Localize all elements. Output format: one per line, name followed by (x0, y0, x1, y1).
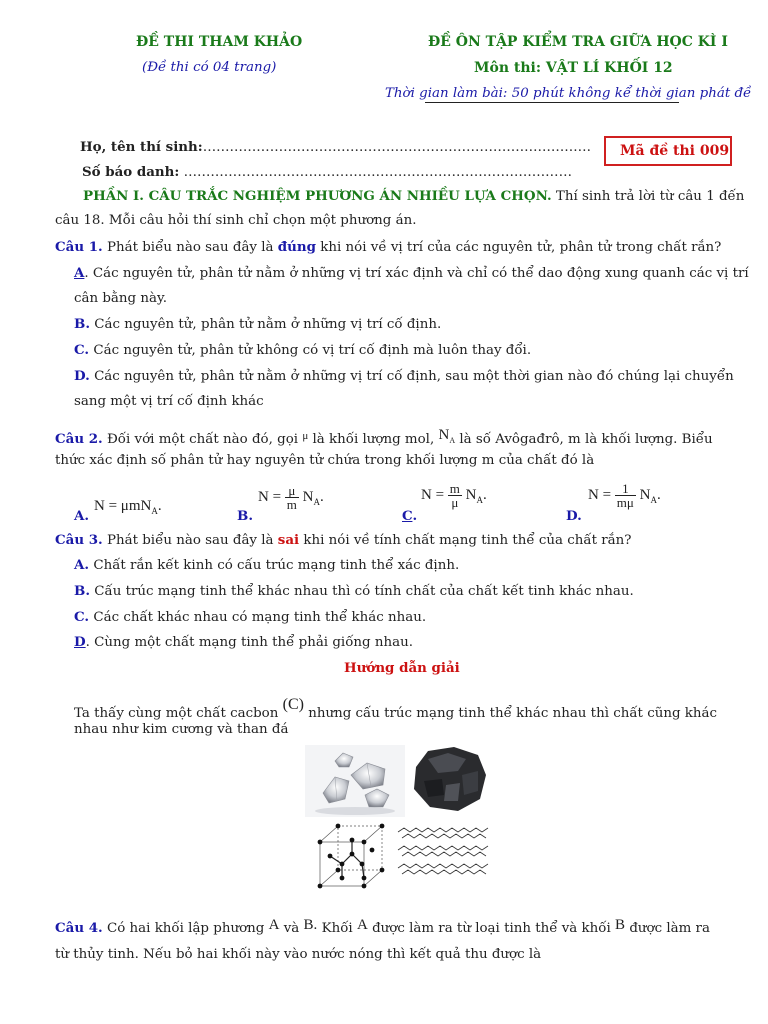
q2-d-den: mμ (616, 495, 634, 510)
q1-option-d-cont: sang một vị trí cố định khác (74, 394, 264, 409)
q1-label: Câu 1. (55, 239, 103, 255)
solution-line1-b: nhưng cấu trúc mạng tinh thể khác nhau thì chất cũng khác (308, 706, 717, 721)
diamond-photo (305, 745, 405, 817)
q2-d-dot: . (656, 486, 661, 503)
q1-option-b (74, 316, 441, 332)
q2-d-fraction (615, 482, 636, 509)
candidate-name-label: Họ, tên thí sinh: (80, 139, 203, 155)
q1-option-b-label: B. (74, 316, 90, 332)
q3-keyword: sai (277, 532, 300, 548)
q2-stem-line2: thức xác định số phân tử hay nguyên tử chứa trong khối lượng m của chất đó là (55, 453, 595, 468)
q2-a-dot: . (157, 498, 162, 514)
q1-keyword: đúng (277, 239, 316, 255)
q3-option-d (74, 634, 413, 650)
exam-code: Mã đề thi 009 (620, 143, 730, 159)
q2-a-formula-text: N = μmN (94, 498, 152, 514)
q1-text-b: khi nói về vị trí của các nguyên tử, phân tử trong chất rắn? (320, 240, 722, 255)
part1-instr-2: câu 18. Mỗi câu hỏi thí sinh chỉ chọn một phương án. (55, 213, 417, 228)
q2-na-n: N (438, 427, 450, 443)
q3-option-d-label: D (74, 634, 86, 650)
header-time: Thời gian làm bài: 50 phút không kể thời gian phát đề (385, 86, 752, 101)
q2-a-sub: A (151, 506, 158, 516)
q2-option-c-dot: . (412, 508, 418, 524)
q1-option-a (74, 265, 749, 281)
q2-c-lhs: N = (421, 486, 445, 503)
solution-carbon-symbol: (C) (282, 696, 304, 713)
q3-option-a-label: A. (74, 557, 90, 573)
q2-d-rhs: N (639, 486, 651, 503)
solution-title: Hướng dẫn giải (344, 660, 460, 676)
header-left-subtitle: (Đề thi có 04 trang) (142, 60, 277, 75)
q2-option-d-label: D. (566, 508, 582, 524)
q4-text-a: Có hai khối lập phương (106, 921, 265, 936)
q2-c-num: m (449, 481, 460, 496)
q2-option-c-label-wrap (402, 508, 417, 524)
q2-c-dot: . (483, 486, 487, 503)
q3-text-b: khi nói về tính chất mạng tinh thể của chất rắn? (303, 533, 632, 548)
q2-d-lhs: N = (588, 486, 612, 503)
q3-option-c-label: C. (74, 609, 90, 625)
candidate-name-dots: …………………………………………………………………………… (202, 140, 592, 155)
q2-option-b-formula (258, 484, 324, 511)
coal-photo (408, 745, 490, 815)
part1-title-row (83, 188, 744, 204)
diamond-lattice-diagram (312, 820, 390, 890)
q2-b-lhs: N = (258, 488, 282, 505)
q4-cube-a: A (268, 917, 280, 933)
header-left-title: ĐỀ THI THAM KHẢO (136, 34, 303, 50)
q4-cube-b: B. (303, 917, 318, 933)
candidate-name-row (80, 139, 591, 155)
q2-stem (55, 427, 713, 447)
q4-cube-a2: A (356, 917, 368, 933)
q2-c-rhs: N (465, 486, 477, 503)
q4-stem (55, 917, 710, 936)
candidate-id-row (82, 164, 572, 180)
q2-text-a: Đối với một chất nào đó, gọi (106, 432, 299, 447)
q4-text-b: được làm ra từ loại tinh thể và khối (372, 921, 611, 936)
solution-line2: nhau như kim cương và than đá (74, 722, 289, 737)
q2-d-num: 1 (615, 482, 636, 496)
q2-b-dot: . (320, 488, 324, 505)
q1-option-b-text: Các nguyên tử, phân tử nằm ở những vị trí cố định. (94, 317, 442, 332)
q1-stem (55, 239, 721, 255)
q1-option-a-cont: cân bằng này. (74, 291, 168, 306)
q2-option-d-formula (588, 482, 661, 509)
candidate-id-dots: …………………………………………………………………………… (183, 165, 572, 180)
q2-label: Câu 2. (55, 431, 103, 447)
q2-option-c-label: C (402, 508, 413, 524)
q1-option-d-label: D. (74, 368, 90, 384)
q3-option-a-text: Chất rắn kết kinh có cấu trúc mạng tinh thể xác định. (93, 558, 460, 573)
header-subject: Môn thi: VẬT LÍ KHỐI 12 (474, 60, 673, 76)
header-right-title: ĐỀ ÔN TẬP KIỂM TRA GIỮA HỌC KÌ I (428, 34, 728, 50)
graphite-lattice-diagram (396, 822, 492, 884)
solution-line1-a: Ta thấy cùng một chất cacbon (74, 706, 279, 721)
q2-option-a-formula (94, 498, 162, 516)
q1-option-a-text: . Các nguyên tử, phân tử nằm ở những vị trí xác định và chỉ có thể dao động xung quanh các vị trí (84, 266, 749, 281)
q2-b-den: m (286, 497, 297, 512)
q3-option-c (74, 609, 426, 625)
q1-text-a: Phát biểu nào sau đây là (106, 240, 274, 255)
q4-and: và (283, 921, 300, 936)
q1-option-d (74, 368, 734, 384)
q3-label: Câu 3. (55, 532, 103, 548)
q3-text-a: Phát biểu nào sau đây là (106, 533, 274, 548)
solution-line1 (74, 696, 717, 721)
q2-option-a-label: A. (74, 508, 90, 524)
q4-label: Câu 4. (55, 920, 103, 936)
q2-option-c-formula (421, 482, 487, 509)
q2-b-sub: A (313, 496, 321, 507)
q1-option-d-text: Các nguyên tử, phân tử nằm ở những vị trí cố định, sau một thời gian nào đó chúng lại chuyển (94, 369, 734, 384)
part1-instr-1: Thí sinh trả lời từ câu 1 đến (555, 189, 745, 204)
q2-option-b-label: B. (237, 508, 253, 524)
q2-b-num: μ (285, 484, 299, 498)
q3-option-b (74, 583, 634, 599)
q2-c-den: μ (451, 495, 459, 510)
header-underline (425, 102, 679, 103)
q2-text-c: là số Avôgađrô, m là khối lượng. Biểu (459, 432, 713, 447)
q4-cube-b2: B (615, 917, 626, 933)
q2-b-fraction (285, 484, 299, 511)
part1-title: PHẦN I. CÂU TRẮC NGHIỆM PHƯƠNG ÁN NHIỀU LỰA CHỌN. (83, 188, 552, 204)
q4-text-c: được làm ra (629, 921, 710, 936)
q4-khoi: Khối (321, 921, 353, 936)
q1-option-c-text: Các nguyên tử, phân tử không có vị trí cố định mà luôn thay đổi. (93, 343, 532, 358)
q2-b-rhs: N (302, 488, 314, 505)
q2-na-symbol (438, 427, 455, 443)
q4-stem-line2: từ thủy tinh. Nếu bỏ hai khối này vào nước nóng thì kết quả thu được là (55, 947, 542, 962)
q2-mu-symbol: μ (302, 430, 309, 442)
q3-option-c-text: Các chất khác nhau có mạng tinh thể khác nhau. (93, 610, 427, 625)
candidate-id-label: Số báo danh: (82, 164, 180, 180)
q3-option-b-label: B. (74, 583, 90, 599)
q3-option-b-text: Cấu trúc mạng tinh thể khác nhau thì có tính chất của chất kết tinh khác nhau. (94, 584, 634, 599)
q2-d-sub: A (650, 494, 657, 505)
q2-text-b: là khối lượng mol, (312, 432, 435, 447)
q2-na-sub: A (449, 436, 456, 445)
q3-option-a (74, 557, 459, 573)
q1-option-c (74, 342, 531, 358)
q2-c-fraction (448, 482, 462, 509)
q3-stem (55, 532, 631, 548)
q2-c-sub: A (476, 494, 484, 505)
q1-option-c-label: C. (74, 342, 90, 358)
q1-option-a-label: A (74, 265, 85, 281)
q3-option-d-text: . Cùng một chất mạng tinh thể phải giống nhau. (85, 635, 413, 650)
